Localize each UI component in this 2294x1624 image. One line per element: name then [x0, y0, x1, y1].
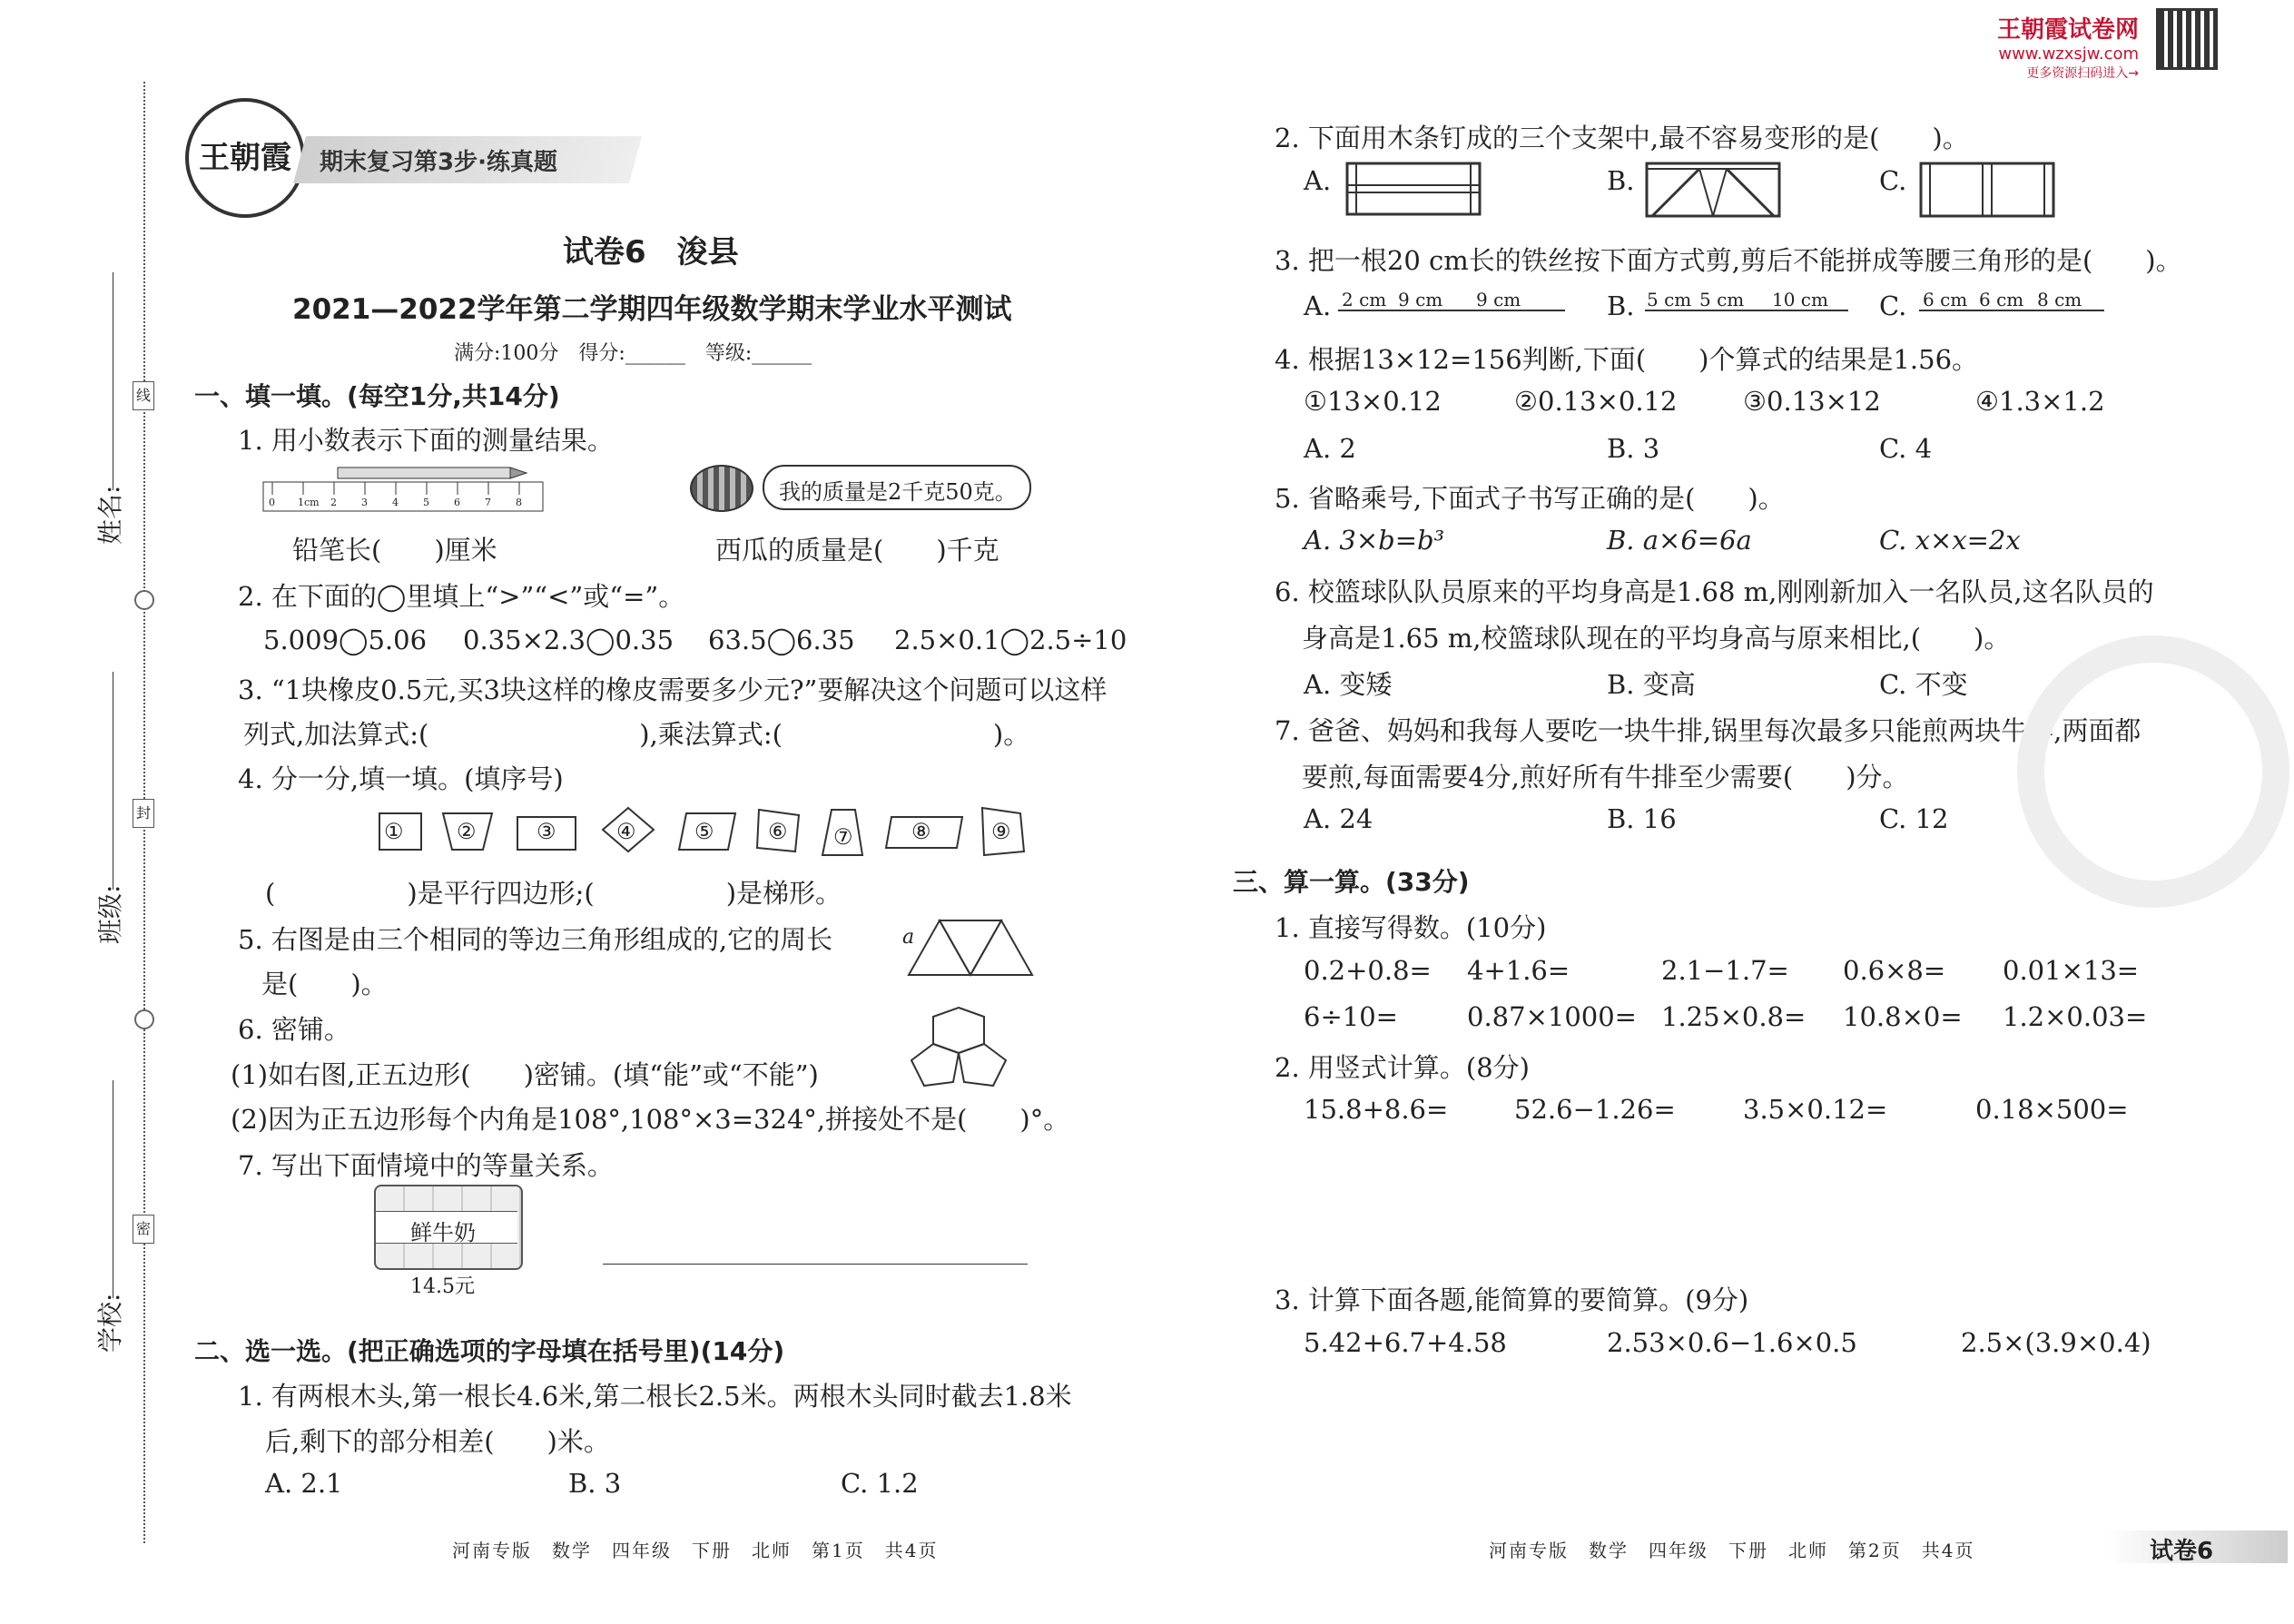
s2-q4-item: ①13×0.12 — [1304, 386, 1442, 417]
s3-q1-item: 2.1−1.7= — [1661, 955, 1789, 986]
ruler-tick-label: 6 — [454, 497, 460, 508]
shape-label: ⑧ — [911, 819, 931, 844]
s2-q7-opt: B. 16 — [1607, 803, 1677, 834]
ruler-tick-label: 0 — [269, 497, 275, 508]
s2-q6-line2: 身高是1.65 m,校篮球队现在的平均身高与原来相比,( )。 — [1302, 623, 2011, 654]
s2-q3: 3. 把一根20 cm长的铁丝按下面方式剪,剪后不能拼成等腰三角形的是( )。 — [1275, 245, 2182, 276]
s1-q2-item: 63.5◯6.35 — [708, 625, 855, 655]
s1-q5-line2: 是( )。 — [261, 969, 388, 999]
frame-a — [1345, 162, 1482, 216]
s2-q6-opt: B. 变高 — [1607, 669, 1696, 700]
frame-b — [1645, 162, 1781, 218]
ruler-tick-label: 8 — [516, 497, 522, 508]
s3-q1-item: 0.01×13= — [2003, 955, 2140, 986]
score-line: 满分:100分 得分:______ 等级:______ — [454, 342, 812, 365]
s2-q4-item: ④1.3×1.2 — [1975, 386, 2105, 417]
watermelon-icon — [690, 465, 753, 512]
s3-q3-item: 5.42+6.7+4.58 — [1304, 1327, 1507, 1358]
footer-tag: 试卷6 — [2150, 1538, 2214, 1565]
s2-q4-item: ③0.13×12 — [1743, 386, 1881, 417]
s2-q6-opt: C. 不变 — [1879, 669, 1968, 700]
section1-title: 一、填一填。(每空1分,共14分) — [194, 381, 560, 411]
s2-q7-opt: A. 24 — [1304, 803, 1373, 834]
section3-title: 三、算一算。(33分) — [1233, 867, 1470, 897]
wire-a-seg: 9 cm — [1476, 289, 1521, 310]
logo-text: 王朝霞 — [199, 140, 291, 176]
s3-q3: 3. 计算下面各题,能简算的要简算。(9分) — [1275, 1284, 1749, 1315]
s3-q2: 2. 用竖式计算。(8分) — [1275, 1052, 1530, 1083]
section2-title: 二、选一选。(把正确选项的字母填在括号里)(14分) — [194, 1336, 785, 1366]
s1-q7: 7. 写出下面情境中的等量关系。 — [238, 1150, 614, 1181]
s2-q7-line2: 要煎,每面需要4分,煎好所有牛排至少需要( )分。 — [1302, 762, 1909, 792]
ruler-tick-label: 3 — [361, 497, 368, 508]
wire-b-seg: 5 cm — [1699, 289, 1745, 310]
s1-q2: 2. 在下面的◯里填上“>”“<”或“=”。 — [238, 581, 685, 612]
frame-c — [1919, 162, 2055, 218]
shape-label: ② — [457, 819, 477, 844]
seal-box-3: 密 — [133, 1215, 154, 1244]
shape-label: ⑥ — [768, 819, 788, 844]
triangle-figure — [903, 917, 1039, 977]
s2-q2-opt: B. — [1607, 165, 1635, 196]
s2-q3-opt: A. — [1304, 290, 1332, 321]
s1-q5-line1: 5. 右图是由三个相同的等边三角形组成的,它的周长 — [238, 924, 833, 955]
s2-q4-opt: A. 2 — [1304, 433, 1356, 464]
wire-c-seg: 8 cm — [2037, 289, 2082, 310]
s2-q4-opt: B. 3 — [1607, 433, 1660, 464]
ruler-tick-label: 1cm — [298, 497, 320, 508]
s3-q1-item: 0.87×1000= — [1467, 1001, 1637, 1032]
s2-q4-item: ②0.13×0.12 — [1514, 386, 1678, 417]
site-brand — [1997, 11, 2139, 82]
s1-q3-line2: 列式,加法算式:( ),乘法算式:( )。 — [243, 719, 1030, 750]
s2-q5-opt: C. x×x=2x — [1879, 525, 2021, 556]
wire-a-seg: 2 cm — [1342, 289, 1387, 310]
answer-line — [603, 1264, 1028, 1265]
seal-box-2: 封 — [133, 799, 154, 828]
wire-c-seg: 6 cm — [1923, 289, 1968, 310]
s3-q1-item: 0.6×8= — [1843, 955, 1946, 986]
s3-q3-item: 2.53×0.6−1.6×0.5 — [1607, 1327, 1857, 1358]
s3-q2-item: 3.5×0.12= — [1743, 1094, 1888, 1125]
s3-q2-item: 15.8+8.6= — [1304, 1094, 1449, 1125]
triangle-label: a — [902, 926, 915, 949]
s2-q4: 4. 根据13×12=156判断,下面( )个算式的结果是1.56。 — [1275, 344, 1979, 375]
s3-q2-item: 52.6−1.26= — [1514, 1094, 1676, 1125]
class-label: 班级: — [95, 884, 125, 944]
binding-mark-2 — [134, 1009, 154, 1029]
s2-q7-line1: 7. 爸爸、妈妈和我每人要吃一块牛排,锅里每次最多只能煎两块牛排,两面都 — [1275, 715, 2141, 746]
s2-q1-opt: C. 1.2 — [841, 1468, 919, 1499]
binding-mark-1 — [134, 590, 154, 610]
s1-q1: 1. 用小数表示下面的测量结果。 — [238, 425, 614, 456]
site-name: 王朝霞试卷网 — [1997, 16, 2140, 44]
s3-q1-item: 4+1.6= — [1467, 955, 1570, 986]
school-label: 学校: — [95, 1293, 125, 1353]
shape-label: ⑨ — [991, 819, 1011, 844]
s2-q1-line1: 1. 有两根木头,第一根长4.6米,第二根长2.5米。两根木头同时截去1.8米 — [238, 1381, 1072, 1412]
s3-q1: 1. 直接写得数。(10分) — [1275, 912, 1547, 943]
footer-left: 河南专版 数学 四年级 下册 北师 第1页 共4页 — [452, 1540, 939, 1561]
s1-q2-item: 0.35×2.3◯0.35 — [463, 625, 674, 655]
bubble-text: 我的质量是2千克50克。 — [779, 479, 1017, 505]
s3-q3-item: 2.5×(3.9×0.4) — [1961, 1327, 2151, 1358]
s2-q6-line1: 6. 校篮球队队员原来的平均身高是1.68 m,刚刚新加入一名队员,这名队员的 — [1275, 576, 2154, 607]
pentagon-tiling — [908, 1006, 1009, 1088]
s3-q1-item: 0.2+0.8= — [1304, 955, 1432, 986]
exam-title: 试卷6 浚县 — [563, 234, 739, 271]
s2-q7-opt: C. 12 — [1879, 803, 1949, 834]
s1-q1-b: 西瓜的质量是( )千克 — [715, 535, 999, 566]
s1-q6: 6. 密铺。 — [238, 1014, 350, 1045]
name-label: 姓名: — [95, 485, 125, 545]
site-url: www.wzxsjw.com — [1998, 44, 2140, 64]
wire-c-seg: 6 cm — [1979, 289, 2024, 310]
wire-b-seg: 10 cm — [1772, 289, 1828, 310]
s2-q5: 5. 省略乘号,下面式子书写正确的是( )。 — [1275, 483, 1785, 514]
s3-q1-item: 1.2×0.03= — [2003, 1001, 2148, 1032]
s2-q2-opt: A. — [1304, 165, 1332, 196]
seal-watermark-icon — [2017, 635, 2289, 908]
s2-q3-opt: C. — [1879, 290, 1907, 321]
s1-q2-item: 2.5×0.1◯2.5÷10 — [894, 625, 1127, 655]
wire-a-seg: 9 cm — [1398, 289, 1443, 310]
site-note: 更多资源扫码进入→ — [2026, 66, 2140, 81]
shape-label: ⑤ — [694, 819, 714, 844]
wire-b-seg: 5 cm — [1647, 289, 1692, 310]
s1-q6-2: (2)因为正五边形每个内角是108°,108°×3=324°,拼接处不是( )°。 — [231, 1104, 1070, 1135]
ruler-tick-label: 2 — [330, 497, 337, 508]
seal-box-1: 线 — [133, 381, 154, 410]
s2-q1-line2: 后,剩下的部分相差( )米。 — [265, 1426, 610, 1457]
milk-label: 鲜牛奶 — [410, 1220, 476, 1245]
s3-q1-item: 6÷10= — [1304, 1001, 1398, 1032]
footer-right: 河南专版 数学 四年级 下册 北师 第2页 共4页 — [1489, 1540, 1975, 1561]
shape-label: ④ — [616, 819, 636, 844]
s3-q1-item: 1.25×0.8= — [1661, 1001, 1807, 1032]
s1-q6-1: (1)如右图,正五边形( )密铺。(填“能”或“不能”) — [231, 1059, 819, 1090]
banner-text: 期末复习第3步·练真题 — [320, 149, 557, 176]
s2-q1-opt: B. 3 — [568, 1468, 622, 1499]
s1-q3-line1: 3. “1块橡皮0.5元,买3块这样的橡皮需要多少元?”要解决这个问题可以这样 — [238, 674, 1108, 705]
milk-price: 14.5元 — [410, 1275, 475, 1298]
s2-q6-opt: A. 变矮 — [1304, 669, 1393, 700]
s1-q4: 4. 分一分,填一填。(填序号) — [238, 763, 564, 794]
shape-label: ③ — [537, 819, 556, 844]
s2-q5-opt: A. 3×b=b³ — [1304, 525, 1445, 556]
s2-q5-opt: B. a×6=6a — [1607, 525, 1752, 556]
exam-subtitle: 2021—2022学年第二学期四年级数学期末学业水平测试 — [292, 293, 1012, 326]
shape-label: ⑦ — [833, 824, 853, 850]
ruler-tick-label: 5 — [423, 497, 429, 508]
shape-label: ① — [384, 819, 404, 844]
s2-q1-opt: A. 2.1 — [265, 1468, 343, 1499]
s2-q4-opt: C. 4 — [1879, 433, 1933, 464]
s2-q3-opt: B. — [1607, 290, 1635, 321]
s2-q2-opt: C. — [1879, 165, 1907, 196]
s1-q2-item: 5.009◯5.06 — [263, 625, 428, 655]
s3-q1-item: 10.8×0= — [1843, 1001, 1963, 1032]
ruler-tick-label: 7 — [485, 497, 491, 508]
brand-logo — [185, 98, 305, 218]
s1-q1-a: 铅笔长( )厘米 — [292, 535, 497, 566]
ruler-tick-label: 4 — [392, 497, 399, 508]
s2-q2: 2. 下面用木条钉成的三个支架中,最不容易变形的是( )。 — [1275, 123, 1969, 153]
s1-q4-answer: ( )是平行四边形;( )是梯形。 — [265, 878, 842, 909]
qr-code-icon — [2159, 11, 2215, 67]
s3-q2-item: 0.18×500= — [1975, 1094, 2129, 1125]
